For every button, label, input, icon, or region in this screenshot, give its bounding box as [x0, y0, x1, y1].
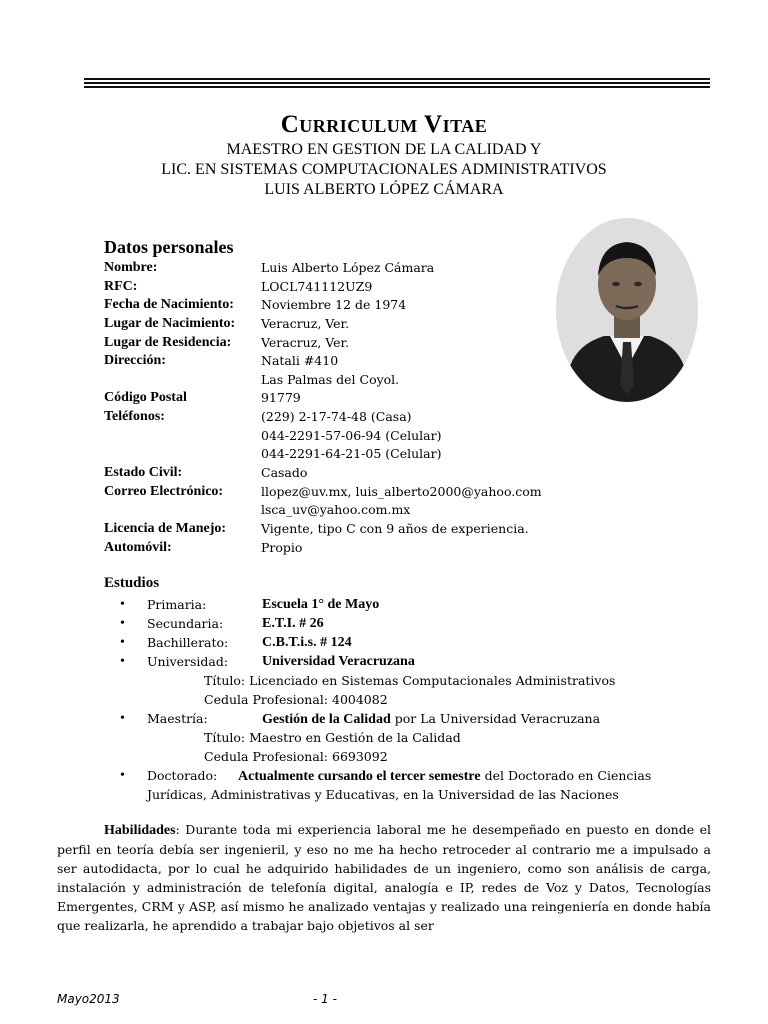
- field-label: Código Postal: [104, 390, 187, 406]
- field-label: Lugar de Nacimiento:: [104, 315, 236, 331]
- person-photo-icon: [556, 218, 698, 402]
- field-value: Vigente, tipo C con 9 años de experiencia.: [261, 520, 529, 536]
- study-level-label: Universidad:: [147, 654, 229, 669]
- field-value: Veracruz, Ver.: [261, 315, 350, 331]
- personal-row: [104, 334, 564, 353]
- study-status: Actualmente cursando el tercer semestre: [238, 769, 481, 784]
- list-item: [104, 595, 724, 614]
- field-label: [104, 445, 261, 464]
- list-item: [104, 633, 724, 652]
- study-detail: [104, 671, 724, 690]
- study-detail: [104, 728, 724, 747]
- study-school: C.B.T.i.s. # 124: [262, 635, 352, 650]
- study-detail: [104, 785, 724, 804]
- personal-row: [104, 259, 564, 278]
- field-value: 91779: [261, 390, 301, 406]
- page-number: - 1 -: [313, 992, 337, 1006]
- field-label: Fecha de Nacimiento:: [104, 297, 234, 313]
- subtitle-line-2: LIC. EN SISTEMAS COMPUTACIONALES ADMINISTRATIVOS: [161, 161, 607, 178]
- page-title: Curriculum Vitae: [280, 111, 488, 138]
- study-detail: [104, 690, 724, 709]
- bullet-icon: •: [120, 616, 125, 631]
- field-value: Casado: [261, 465, 308, 481]
- field-label: Estado Civil:: [104, 465, 183, 481]
- degree-title: Título: Licenciado en Sistemas Computacionales Administrativos: [204, 673, 616, 688]
- field-label: [104, 501, 261, 520]
- personal-row: [104, 315, 564, 334]
- personal-row: [104, 501, 564, 520]
- field-label: Lugar de Residencia:: [104, 334, 232, 350]
- license-number: Cedula Profesional: 6693092: [204, 749, 388, 764]
- bullet-icon: •: [120, 768, 125, 783]
- field-value: Propio: [261, 539, 303, 555]
- skills-text: : Durante toda mi experiencia laboral me he desempeñado en puesto en donde el perfil en teoría debía ser ingenieril, y eso no me ha hecho retroceder al contrario me a impulsado a ser autodidacta, por lo cual he adquirido habilidades de un ingeniero, como son análisis de carga, instalación y administración de telefonía digital, analogía e IP, redes de Voz y Datos, Tecnologías Emergentes, CRM y ASP, así mismo he analizado ventajas y realizado una reingeniería en donde había que realizarla, he aprendido a trabajar bajo objetivos al ser: [57, 822, 711, 933]
- study-level-label: Secundaria:: [147, 616, 224, 631]
- skills-label: Habilidades: [104, 823, 176, 838]
- profile-photo: [556, 218, 698, 402]
- study-school: [262, 709, 600, 729]
- field-label: Teléfonos:: [104, 409, 165, 425]
- field-label: Correo Electrónico:: [104, 483, 224, 499]
- header-rule-1: [84, 78, 710, 80]
- field-label: RFC:: [104, 278, 138, 294]
- field-label: [104, 427, 261, 446]
- license-number: Cedula Profesional: 4004082: [204, 692, 388, 707]
- personal-row: [104, 427, 564, 446]
- study-school: Escuela 1° de Mayo: [262, 597, 380, 612]
- header-rule-3: [84, 86, 710, 88]
- personal-row: [104, 483, 564, 502]
- field-value: 044-2291-57-06-94 (Celular): [261, 427, 442, 443]
- study-level-label: Bachillerato:: [147, 635, 229, 650]
- degree-title: Título: Maestro en Gestión de la Calidad: [204, 730, 461, 745]
- header-rule-2: [84, 82, 710, 84]
- personal-row: [104, 520, 564, 539]
- field-value: 044-2291-64-21-05 (Celular): [261, 446, 442, 462]
- bullet-icon: •: [120, 597, 125, 612]
- study-level-label: Primaria:: [147, 597, 207, 612]
- bullet-icon: •: [120, 635, 125, 650]
- field-value: LOCL741112UZ9: [261, 278, 373, 294]
- field-label: Licencia de Manejo:: [104, 520, 227, 536]
- title-block: [0, 110, 768, 200]
- study-program: Gestión de la Calidad: [262, 712, 391, 727]
- study-school: E.T.I. # 26: [262, 616, 324, 631]
- personal-row: [104, 408, 564, 427]
- study-level-label: Doctorado:: [147, 768, 218, 783]
- personal-row: [104, 371, 564, 390]
- field-value: Veracruz, Ver.: [261, 334, 350, 350]
- field-value: (229) 2-17-74-48 (Casa): [261, 409, 412, 425]
- personal-row: [104, 539, 564, 558]
- field-value: Natali #410: [261, 353, 339, 369]
- subtitle-line-3: LUIS ALBERTO LÓPEZ CÁMARA: [264, 181, 504, 198]
- field-value: Noviembre 12 de 1974: [261, 297, 407, 313]
- list-item: [104, 614, 724, 633]
- personal-row: [104, 352, 564, 371]
- field-label: [104, 371, 261, 390]
- study-institution: por La Universidad Veracruzana: [390, 711, 601, 726]
- study-program: del Doctorado en Ciencias: [480, 768, 652, 783]
- email-value: lsca_uv@yahoo.com.mx: [261, 502, 411, 518]
- field-value: Las Palmas del Coyol.: [261, 371, 400, 387]
- list-item: [104, 766, 724, 785]
- personal-heading: Datos personales: [104, 237, 234, 257]
- study-level-label: Maestría:: [147, 711, 208, 726]
- email-value: llopez@uv.mx, luis_alberto2000@yahoo.com: [261, 483, 542, 499]
- footer-date: Mayo2013: [57, 992, 120, 1006]
- study-school: [238, 766, 651, 786]
- field-label: Automóvil:: [104, 539, 172, 555]
- personal-row: [104, 464, 564, 483]
- list-item: [104, 709, 724, 728]
- personal-row: [104, 296, 564, 315]
- study-school: Universidad Veracruzana: [262, 654, 415, 669]
- field-label: Nombre:: [104, 260, 158, 275]
- personal-row: [104, 445, 564, 464]
- subtitle-line-1: MAESTRO EN GESTION DE LA CALIDAD Y: [226, 141, 542, 158]
- bullet-icon: •: [120, 711, 125, 726]
- bullet-icon: •: [120, 654, 125, 669]
- studies-list: [104, 595, 724, 804]
- study-program-continued: Jurídicas, Administrativas y Educativas, en la Universidad de las Naciones: [147, 787, 619, 802]
- field-label: Dirección:: [104, 353, 166, 369]
- skills-paragraph: [57, 820, 711, 935]
- list-item: [104, 652, 724, 671]
- field-value: Luis Alberto López Cámara: [261, 260, 435, 275]
- personal-row: [104, 389, 564, 408]
- study-detail: [104, 747, 724, 766]
- studies-heading: Estudios: [104, 575, 160, 591]
- personal-data-list: [104, 259, 564, 557]
- personal-row: [104, 278, 564, 297]
